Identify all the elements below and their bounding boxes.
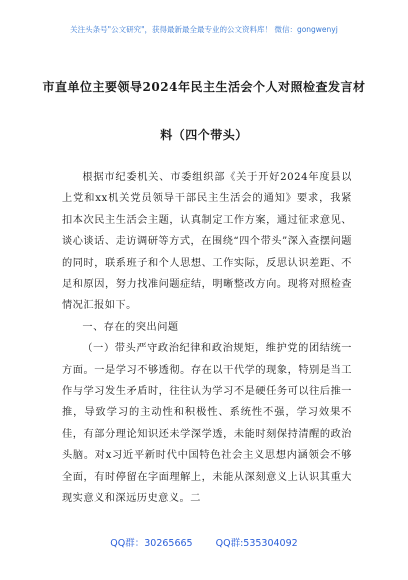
document-body bbox=[62, 167, 352, 510]
footer-contact bbox=[0, 535, 408, 549]
body-paragraph: （一）带头严守政治纪律和政治规矩，维护党的团结统一方面。一是学习不够透彻。存在以干代学的现象，特别是当工作与学习发生矛盾时，往往认为学习不是硬任务可以往后推一推，导致学习的主动性和积极性、系统性不强，学习效果不佳，有部分理论知识还未学深学透，未能时刻保持清醒的政治头脑。对x习近平新时代中国特色社会主义思想内涵领会不够全面，有时停留在字面理解上，未能从深刻意义上认识其重大现实意义和深远历史意义。二 bbox=[62, 343, 352, 505]
qq-group-2: QQ群:535304092 bbox=[215, 538, 298, 549]
intro-paragraph: 根据市纪委机关、市委组织部《关于开好2024年度县以上党和xx机关党员领导干部民主生活会的通知》要求，我紧扣本次民主生活会主题，认真制定工作方案，通过征求意见、谈心谈话、走访调研等方式，在围绕“四个带头”深入查摆问题的同时，联系班子和个人思想、工作实际，反思认识差距、不足和原因，努力找准问题症结，明晰整改方向。现将对照检查情况汇报如下。 bbox=[62, 172, 352, 312]
document-title-line-2: 料（四个带头） bbox=[160, 128, 248, 142]
section-heading: 一、存在的突出问题 bbox=[82, 321, 179, 333]
header-banner: 关注头条号"公文研究"，获得最新最全最专业的公文资料库！ 微信：gongwenyj bbox=[70, 25, 338, 34]
document-title-line-1: 市直单位主要领导2024年民主生活会个人对照检查发言材 bbox=[42, 80, 366, 94]
qq-group-1: QQ群：30265665 bbox=[110, 538, 193, 549]
